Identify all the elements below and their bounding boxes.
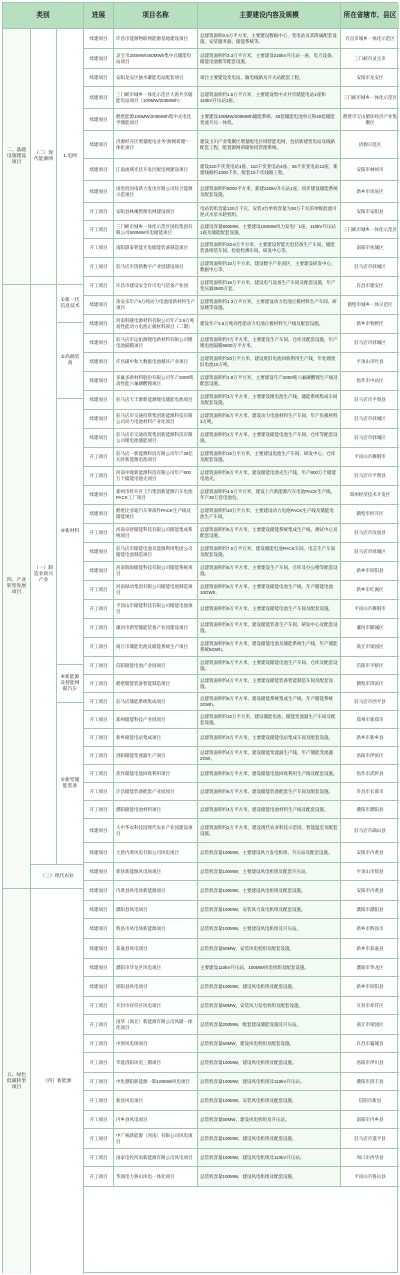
row-location: 洛阳市伊川县 [341, 1053, 399, 1073]
row-location: 漯河市郾城区 [341, 619, 399, 638]
row-project-name: 灵宝市200MW/400MWh集中式储能电站项目 [114, 49, 198, 69]
subcategory-group: （一）制造业新兴产业 [31, 285, 57, 865]
row-location: 新乡市凤泉区 [341, 181, 399, 203]
row-progress: 开工项目 [84, 1035, 114, 1053]
row-progress: 续建项目 [84, 843, 114, 863]
row-content: 总建筑面积约7万平方米，主要建设生产车间、仓库及配套设施，年产锂电池隔膜6500万平方米。 [198, 334, 341, 353]
row-content: 总建筑面积约8万平方米，建设储能电池壳生产线，年产800万个储能电池壳。 [198, 467, 341, 486]
row-content: 总建筑面积约4万平方米，主要建设储能装备智能制造车间及配套设施。 [198, 675, 341, 693]
section-group: ①新一代信息技术 [57, 285, 84, 323]
section-group: ③新材料 [57, 399, 84, 665]
row-location: 鹤壁市淇滨区 [341, 675, 399, 693]
row-project-name: 郏县新能源风电场项目 [114, 863, 198, 881]
row-project-name: 国家电投河南新能源有限公司风电项目 [114, 1149, 198, 1167]
row-project-name: 南阳鼎泰智能光电储能装备制造项目 [114, 239, 198, 258]
row-project-name: 商丘市储能电池及储能系统生产项目 [114, 638, 198, 657]
row-content: 总装机容量100MW，主要建设风力发电机组、升压站及配套设施。 [198, 843, 341, 863]
row-location: 安阳市龙安区 [341, 69, 399, 87]
row-content: 建设220千伏变电站1座、110千伏变电站4座、35千伏变电站12座，新建线路约1000千米，配套10千伏线路工程。 [198, 159, 341, 181]
row-progress: 续建项目 [84, 159, 114, 181]
row-progress: 开工项目 [84, 277, 114, 296]
row-project-name: 濮阳储能电池材料项目 [114, 801, 198, 819]
row-project-name: 国电投河南新大发电有限公司综合能源示范项目 [114, 181, 198, 203]
row-progress: 开工项目 [84, 1149, 114, 1167]
row-location: 郑州市新郑市 [341, 711, 399, 729]
row-project-name: 濮阳县风电项目 [114, 901, 198, 919]
row-content: 总建筑面积约2万平方米，主要建设储能电池生产车间、仓库等配套设施。 [198, 429, 341, 448]
row-location: 鹤壁市经开区 [341, 505, 399, 524]
row-location: 信阳市新县 [341, 1091, 399, 1111]
row-location: 商丘市梁园区 [341, 638, 399, 657]
row-content: 总装机容量100MW，建设风电机组及配套设施。 [198, 1129, 341, 1149]
row-project-name: 郑州市经开区上汽集团新能源汽车电池PACK工厂项目 [114, 486, 198, 505]
row-location: 焦作市中站区 [341, 372, 399, 391]
row-progress: 开工项目 [84, 239, 114, 258]
row-progress: 开工项目 [84, 783, 114, 801]
row-project-name: 开封市祥符区风电项目 [114, 997, 198, 1015]
row-project-name: 驻马店市储能电池及能源利用集团公司储能电池制造项目 [114, 543, 198, 562]
row-location: 驻马店市驿城区 [341, 334, 399, 353]
row-progress: 开工项目 [84, 765, 114, 783]
section-group: ④新能源及智能网联汽车 [57, 665, 84, 703]
row-location: 新乡市牧野区 [341, 315, 399, 334]
row-content: 项目主要建设变电站、输电线路及开关站配套工程。 [198, 69, 341, 87]
row-project-name: 驻马店市运佑源锂电新材料有限公司锂电池隔膜项目 [114, 334, 198, 353]
row-content: 建设年产3.6万吨高性能动力电池正极材料生产线及配套设施。 [198, 315, 341, 334]
row-project-name: 河南瑞海储能科技有限公司储能系统项目 [114, 562, 198, 581]
row-location: 驻马店市驿城区 [341, 543, 399, 562]
row-content: 总建筑面积约1.8万平方米，主要建设年产2000吨六氟磷酸锂生产线及配套设施。 [198, 372, 341, 391]
row-progress: 续建项目 [84, 131, 114, 159]
section-group: 1.电网 [57, 29, 84, 285]
row-progress: 开工项目 [84, 747, 114, 765]
row-content: 总建筑面积约2万平方米，建设现代农业科技示范园、智能温室及配套设施。 [198, 819, 341, 843]
row-project-name: 新乡储能电站集成项目 [114, 729, 198, 747]
row-content: 总装机容量100MW，建设风电机组及110kV升压站。 [198, 1073, 341, 1091]
row-project-name: 华能洛阳风电三期项目 [114, 1053, 198, 1073]
section-group: ②高端装备 [57, 323, 84, 399]
row-content: 总建筑面积约6万平方米，主要建设储能电池生产车间、仓库及配套设施。 [198, 657, 341, 675]
header-progress: 进展 [84, 3, 114, 29]
row-content: 总建筑面积约3万平方米，主要建设储能电站集成车间及配套设施。 [198, 729, 341, 747]
row-project-name: 洛阳储能变流器生产项目 [114, 747, 198, 765]
row-progress: 开工项目 [84, 581, 114, 600]
row-progress: 续建项目 [84, 881, 114, 901]
row-location: 许昌市城乡一体化示范区 [341, 29, 399, 49]
row-content: 总建筑面积约20.6万平方米，主要建设智能光电装备生产车间、储能装备组装车间、检验检测车间、研发中心等。 [198, 239, 341, 258]
row-content: 总建筑面积约4万平方米，建设储能变流器生产线，年产储能变流器2GW。 [198, 747, 341, 765]
row-project-name: 信阳储能电池产业园项目 [114, 657, 198, 675]
row-content: 总建筑面积约5000平方米，新建220kV升压站1座，同步建设储能系统及配套设施。 [198, 181, 341, 203]
row-content: 总装机容量100MW，建设风电机组及110kV升压站。 [198, 1149, 341, 1167]
row-progress: 续建项目 [84, 391, 114, 410]
row-location: 驻马店市平舆县 [341, 391, 399, 410]
row-content: 总建筑面积约3.3万平方米，主要建设220kV升压站一座，电力设备、储能电池舱等配套设施。 [198, 49, 341, 69]
row-content: 总装机容量50MW，建设风电机组及升压站。 [198, 1111, 341, 1129]
row-content: 总建筑面积约7.6万平方米，建设储能电池PACK车间、电芯生产车间及配套设施。 [198, 543, 341, 562]
row-progress: 开工项目 [84, 1053, 114, 1073]
row-progress: 开工项目 [84, 711, 114, 729]
row-content: 总建筑面积约4万平方米，建设储能电池材料生产线及配套设施。 [198, 801, 341, 819]
row-location: 安阳市林州市 [341, 159, 399, 181]
row-project-name: 内黄县风电场新能源项目 [114, 881, 198, 901]
row-project-name: 驻马店储能系统集成项目 [114, 693, 198, 711]
row-content: 总建筑面积约4.5万平方米，建设上汽新能源汽车电池PACK生产线，年产30万套电池包。 [198, 486, 341, 505]
row-content: 总建筑面积约5万平方米，主要建设生产车间、仓库及办公楼等配套设施。 [198, 562, 341, 581]
row-content: 总装机容量50MW，安装风力发电机组及配套设施。 [198, 997, 341, 1015]
row-location: 三门峡市灵宝市 [341, 49, 399, 69]
row-project-name: 许昌市能源物联网能源基地建设项目 [114, 29, 198, 49]
row-progress: 续建项目 [84, 296, 114, 315]
row-progress: 开工项目 [84, 801, 114, 819]
row-location: 南阳市内乡县 [341, 1111, 399, 1129]
row-progress: 开工项目 [84, 997, 114, 1015]
row-progress: 开工项目 [84, 1129, 114, 1149]
row-location: 安阳市内黄县 [341, 881, 399, 901]
row-project-name: 浚安乐年产6万吨动力电池用新材料生产项目 [114, 296, 198, 315]
row-project-name: 江南流域光伏开发区配电网建设项目 [114, 159, 198, 181]
row-progress: 开工项目 [84, 657, 114, 675]
row-content: 总装机容量100MW，主要建设风电机组及升压站。 [198, 919, 341, 939]
category-group: 二、基础设施建设项目 [3, 29, 31, 285]
row-progress: 开工项目 [84, 1091, 114, 1111]
row-project-name: 中原风电场项目 [114, 1035, 198, 1053]
header-content: 主要建设内容及规模 [198, 3, 341, 29]
row-content: 总建筑面积约5万平方米，主要建设储能电池生产车间及配套设施。 [198, 600, 341, 619]
row-content: 总装机容量100MW，安装风力发电机组及配套设施。 [198, 901, 341, 919]
row-location: 驻马店市驿城区 [341, 410, 399, 429]
row-project-name: 河南绿动集团有限公司储能电池制造项目 [114, 581, 198, 600]
row-content: 总建筑面积约5万平方米，建设储能电池回收利用生产线及配套设施。 [198, 765, 341, 783]
category-group: 四、产业转型发展项目 [3, 285, 31, 889]
row-content: 总建筑面积0.5万平方米，主要建设数据中心、变电站及其附属配套设施，安装服务器、储能系统等。 [198, 29, 341, 49]
row-progress: 开工项目 [84, 1111, 114, 1129]
row-content: 总装机容量100MW，建设风电机组及配套设施。 [198, 977, 341, 997]
row-progress: 开工项目 [84, 600, 114, 619]
row-project-name: 大中华农科技园现代农业产业园建设项目 [114, 819, 198, 843]
row-project-name: 获嘉县风电项目 [114, 939, 198, 959]
row-location: 三门峡市城乡一体化示范区 [341, 87, 399, 109]
row-location: 新乡市辉县市 [341, 919, 399, 939]
row-location: 新乡市新乡县 [341, 729, 399, 747]
row-content: 总建筑面积约5万平方米，建设动力电池材料生产车间，年产负极材料3万吨。 [198, 410, 341, 429]
row-location: 鹤壁市城乡一体示范区 [341, 296, 399, 315]
row-content: 电站装机容量120万千瓦，安装4台单机容量为30万千瓦的单级混流可逆式水泵水轮机组。 [198, 203, 341, 221]
row-project-name: 驻马店市交通投资集团新能源科技有限公司锂电池储能项目 [114, 429, 198, 448]
row-progress: 续建项目 [84, 29, 114, 49]
row-progress: 开工项目 [84, 638, 114, 657]
header-project-name: 项目名称 [114, 3, 198, 29]
row-location: 平顶山市郏县 [341, 863, 399, 881]
row-project-name: 华润电力鲁山风电一体化项目 [114, 1167, 198, 1187]
section-group: ⑤新型储能装备 [57, 703, 84, 865]
row-progress: 续建项目 [84, 939, 114, 959]
row-location: 驻马店市遂平县 [341, 1129, 399, 1149]
row-progress: 续建项目 [84, 109, 114, 131]
row-content: 总建筑面积约6万平方米，建设储能装备配套生产车间及配套设施。 [198, 783, 341, 801]
category-group: 五、绿色低碳转型项目 [3, 889, 31, 1274]
row-location: 三门峡市城乡一体化示范区 [341, 221, 399, 239]
row-location: 许昌市襄城县 [341, 1035, 399, 1053]
row-content: 总建筑面积约10万平方米，建设数字产业园区，主要建设研发中心、数据中心等。 [198, 258, 341, 277]
row-content: 总装机容量100MW，建设风电机组及配套设施。 [198, 1167, 341, 1187]
row-content: 总装机容量100MW，主要建设风电机组及配套设施。 [198, 881, 341, 901]
row-location: 新乡市原阳县 [341, 977, 399, 997]
row-content: 总建筑面积约15万平方米，建设电气设备生产车间及配套设施，年产变压器2500万套。 [198, 277, 341, 296]
row-location: 濮阳市清丰县 [341, 1073, 399, 1091]
row-project-name: 驻马店一新能源科技有限公司年产28亿瓦时新能源电池项目 [114, 448, 198, 467]
row-project-name: 漯河市新型储能装备产业园建设项目 [114, 619, 198, 638]
row-progress: 续建项目 [84, 863, 114, 881]
row-project-name: 新县风电项目 [114, 1091, 198, 1111]
row-progress: 开工项目 [84, 675, 114, 693]
row-location: 平顶山市叶县 [341, 353, 399, 372]
row-project-name: 三门峡市城乡一体化示范区大唐共享储能电站项目（100MW/200MWh） [114, 87, 198, 109]
row-location: 驻马店市平舆县 [341, 467, 399, 486]
row-location: 平顶山市鲁山县 [341, 1167, 399, 1187]
row-content: 总建筑面积约9万平方米，建设储能电池及储能系统生产线，年产储能系统5GWh。 [198, 638, 341, 657]
row-location: 新乡市原阳县 [341, 562, 399, 581]
row-content: 总建筑面积约1.5万平方米，主要建设集中式共享储能电站1座和110kV升压站1座。 [198, 87, 341, 109]
row-location: 平顶山市舞钢市 [341, 448, 399, 467]
row-location: 济源示范区 [341, 131, 399, 159]
row-progress: 开工项目 [84, 729, 114, 747]
row-progress: 续建项目 [84, 372, 114, 391]
row-location: 驻马店市驿城区 [341, 258, 399, 277]
row-location: 濮阳市濮阳县 [341, 801, 399, 819]
row-progress: 开工项目 [84, 221, 114, 239]
row-progress: 开工项目 [84, 1015, 114, 1035]
row-progress: 开工项目 [84, 524, 114, 543]
row-progress: 续建项目 [84, 919, 114, 939]
row-progress: 续建项目 [84, 543, 114, 562]
row-progress: 开工项目 [84, 1167, 114, 1187]
row-content: 总装机容量200MW，配套建设储能设施及升压站。 [198, 1015, 341, 1035]
row-location: 信阳市平桥区 [341, 657, 399, 675]
row-project-name: 中化濮阳新能源一期100MW风电项目 [114, 1073, 198, 1091]
row-project-name: 原阳县风电项目 [114, 977, 198, 997]
row-progress: 续建项目 [84, 315, 114, 334]
row-progress: 续建项目 [84, 959, 114, 977]
row-project-name: 多氟多新材料股份有限公司年产2000吨高性能六氟磷酸锂项目 [114, 372, 198, 391]
row-location: 平顶山市舞钢市 [341, 600, 399, 619]
row-content: 总装机容量100MW，主要建设风电机组及配套升压站。 [198, 863, 341, 881]
row-location: 南阳市宛城区 [341, 239, 399, 258]
row-location: 商丘市梁园区 [341, 1015, 399, 1035]
row-progress: 开工项目 [84, 619, 114, 638]
row-project-name: 鹤壁能源100MW/200MWh集中式电化学储能项目 [114, 109, 198, 131]
row-progress: 开工项目 [84, 467, 114, 486]
row-progress: 续建项目 [84, 562, 114, 581]
row-location: 安阳市安阳县 [341, 203, 399, 221]
row-project-name: 濮阳市华龙区风电项目 [114, 959, 198, 977]
row-content: 建设玉川产业集聚区增量配电区域智能电网，包括新建变电站及线路配套工程，配置源网荷储协同管理系统。 [198, 131, 341, 159]
row-location: 开封市祥符区 [341, 997, 399, 1015]
row-location: 周口市西华县 [341, 1149, 399, 1167]
row-progress: 开工项目 [84, 448, 114, 467]
row-location: 驻马店市汝南县 [341, 524, 399, 543]
header-location: 所在省辖市、县区 [341, 3, 399, 29]
row-project-name: 驻马店天丰源新能源锂电储能电池项目 [114, 391, 198, 410]
row-project-name: 安阳县林溪碧源电网建设项目 [114, 203, 198, 221]
row-location: 许昌市建安区 [341, 277, 399, 296]
row-content: 总装机容量100MW，建设风电机组及配套设施。 [198, 1053, 341, 1073]
row-progress: 续建项目 [84, 334, 114, 353]
row-project-name: 辉县市风电场新能源项目 [114, 919, 198, 939]
row-location: 濮阳市濮阳县 [341, 901, 399, 919]
row-progress: 开工项目 [84, 1073, 114, 1091]
row-progress: 续建项目 [84, 977, 114, 997]
row-project-name: 郑州储能科技产业园项目 [114, 711, 198, 729]
row-project-name: 中广核新能源（河南）有限公司风电项目 [114, 1129, 198, 1149]
row-location: 郑州经济技术开发区 [341, 486, 399, 505]
row-location: 新乡市红旗区 [341, 581, 399, 600]
row-project-name: 三门峡市城乡一体化示范区国投集团有限公司500MW风电储能项目 [114, 221, 198, 239]
row-content: 总建筑面积约1.3万平方米，主要建设动力电池正极材料生产车间、研发楼等设施。 [198, 296, 341, 315]
row-project-name: 许昌储能装备配套产业园项目 [114, 783, 198, 801]
row-project-name: 安阳龙安区抽水蓄能电站配套项目 [114, 69, 198, 87]
row-project-name: 河南中锂新能源科技有限公司年产800万个储能电池壳项目 [114, 467, 198, 486]
row-content: 总装机容量50MW，建设风电机组及配套设施。 [198, 1035, 341, 1053]
row-location: 鹤壁市宝山循环经济产业集聚区 [341, 109, 399, 131]
row-content: 总建设容量500MW，主要建设150MW风力发电厂1座，110kV升压站1座及储能配套设施。 [198, 221, 341, 239]
row-content: 总建筑面积约20万平方米，建设废旧电池回收利用生产线，年处理废旧电池10万吨。 [198, 353, 341, 372]
row-content: 总建筑面积约10万平方米，建设储能电池、储能变流器生产车间及配套设施。 [198, 711, 341, 729]
row-progress: 续建项目 [84, 49, 114, 69]
row-project-name: 大唐内黄风电有限公司风电项目 [114, 843, 198, 863]
row-content: 总建筑面积约6万平方米，主要建设储能系统集成生产线、测试中心及配套设施。 [198, 524, 341, 543]
row-location: 濮阳市华龙区 [341, 959, 399, 977]
subcategory-group: （三）现代农业 [31, 865, 84, 889]
row-content: 总建筑面积约3万平方米，主要建设锂电池生产线、储能系统集成车间及配套设施。 [198, 391, 341, 410]
row-progress: 续建项目 [84, 353, 114, 372]
row-content: 总建筑面积约15万平方米，主要建设电池生产车间、研发中心、仓库及配套设施。 [198, 448, 341, 467]
row-location: 安阳市内黄县 [341, 843, 399, 863]
row-project-name: 驻马店市创新数字产业园建设项目 [114, 258, 198, 277]
row-location: 新乡市获嘉县 [341, 939, 399, 959]
row-content: 总装机容量50MW，安装风电机组及配套设施。 [198, 939, 341, 959]
row-progress: 续建项目 [84, 819, 114, 843]
row-project-name: 河南卓智储能科技有限公司储能集成系统项目 [114, 524, 198, 543]
row-progress: 续建项目 [84, 429, 114, 448]
row-project-name: 国华（商丘）新能源有限公司风储一体化项目 [114, 1015, 198, 1035]
row-project-name: 济源经开区增量配电业务"源网荷储"一体化项目 [114, 131, 198, 159]
row-location: 驻马店市驿城区 [341, 429, 399, 448]
row-content: 总装机容量100MW，安装风电机组及配套设施。 [198, 1091, 341, 1111]
row-progress: 续建项目 [84, 901, 114, 919]
row-project-name: 鹤壁比亚迪汽车零部件PACK生产线及储能项目 [114, 505, 198, 524]
row-project-name: 许昌市建设安全许可电气装备产业园 [114, 277, 198, 296]
row-project-name: 河南科隆电源材料有限公司年产3.6万吨高性能动力电池正极材料项目（二期） [114, 315, 198, 334]
row-content: 主要建设100MW/200MWh储能系统、40套储能电池单元和40套储能变流升压一体机。 [198, 109, 341, 131]
row-project-name: 平顶山市储能科技有限公司储能电池项目 [114, 600, 198, 619]
row-progress: 开工项目 [84, 258, 114, 277]
row-location: 洛阳市伊滨区 [341, 747, 399, 765]
subcategory-group: （二）现代能源网 [31, 29, 57, 285]
row-project-name: 驻马店市交通投资集团新能源科技有限公司动力电池材料产业化项目 [114, 410, 198, 429]
project-table [2, 2, 398, 1273]
subcategory-group: （四）新能源 [31, 889, 84, 1274]
row-progress: 开工项目 [84, 203, 114, 221]
row-progress: 续建项目 [84, 486, 114, 505]
row-content: 主要建设110kV升压站，100MW风电机组及配套设施。 [198, 959, 341, 977]
row-progress: 续建项目 [84, 410, 114, 429]
row-project-name: 焦作储能电池回收利用项目 [114, 765, 198, 783]
row-progress: 续建项目 [84, 87, 114, 109]
row-project-name: 许昌碳中和大数据电池循环产业项目 [114, 353, 198, 372]
header-category: 类别 [3, 3, 84, 29]
row-location: 驻马店市西平县 [341, 693, 399, 711]
row-content: 总建筑面积约5万平方米，建设储能系统集成生产线，年产储能系统3GWh。 [198, 693, 341, 711]
row-project-name: 内乡县风电项目 [114, 1111, 198, 1129]
row-content: 总建筑面积约10万平方米，主要建设动力电池PACK生产线及储能电池生产车间。 [198, 505, 341, 524]
row-location: 驻马店市确山县 [341, 819, 399, 843]
row-progress: 续建项目 [84, 181, 114, 203]
row-content: 总建筑面积约6万平方米，主要建设储能电池生产线，年产储能电池10GWh。 [198, 581, 341, 600]
row-content: 总建筑面积约8万平方米，建设储能装备生产车间、研发中心及配套设施。 [198, 619, 341, 638]
row-progress: 开工项目 [84, 693, 114, 711]
row-progress: 续建项目 [84, 69, 114, 87]
row-progress: 续建项目 [84, 505, 114, 524]
row-location: 焦作市武陟县 [341, 765, 399, 783]
row-location: 许昌市长葛市 [341, 783, 399, 801]
row-project-name: 鹤壁储能装备智能制造项目 [114, 675, 198, 693]
